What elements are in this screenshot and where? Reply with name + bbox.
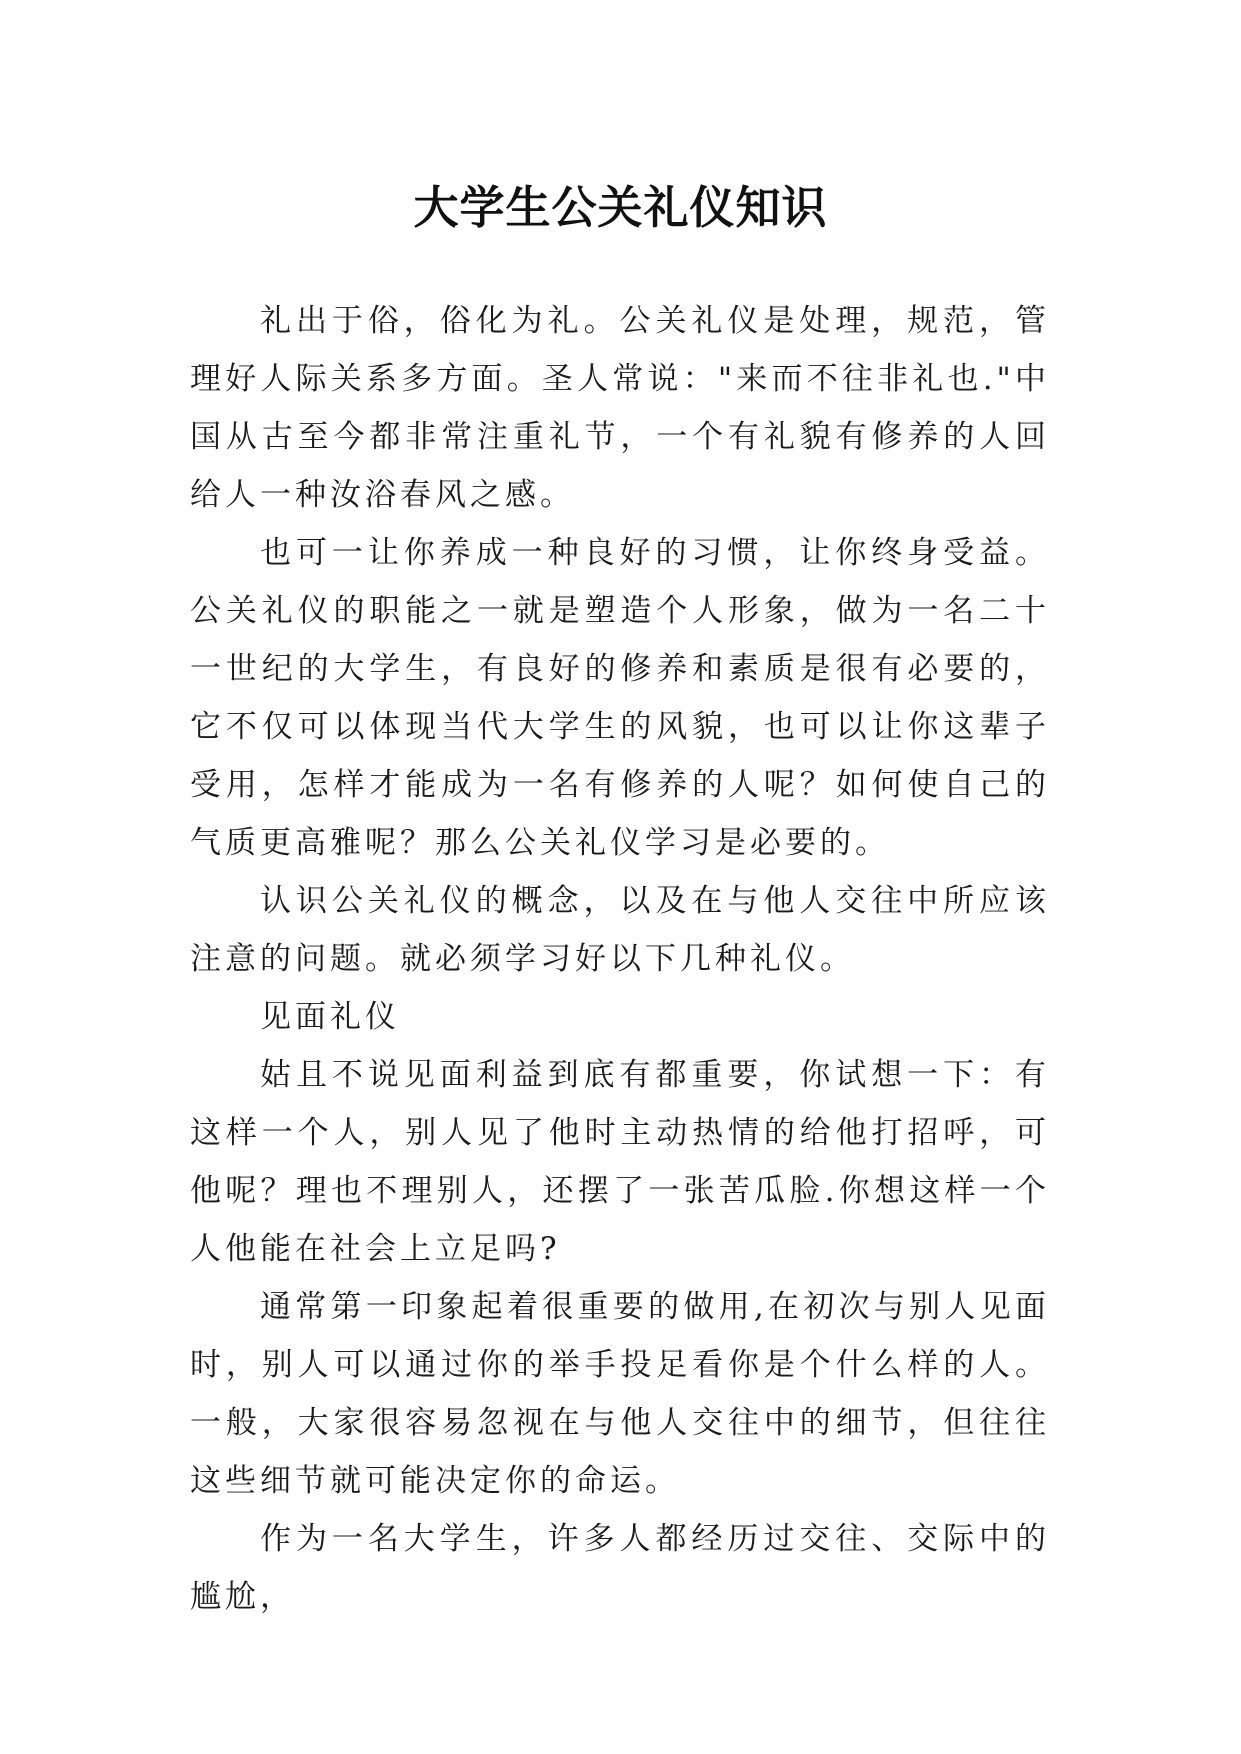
document-title: 大学生公关礼仪知识 xyxy=(413,181,828,235)
paragraph-first-impression: 通常第一印象起着很重要的做用,在初次与别人见面时，别人可以通过你的举手投足看你是个什么样的人。一般，大家很容易忽视在与他人交往中的细节，但往往这些细节就可能决定你的命运。 xyxy=(190,1289,1050,1499)
paragraph-student-experience: 作为一名大学生，许多人都经历过交往、交际中的尴尬， xyxy=(190,1521,1050,1615)
paragraph-habit: 也可一让你养成一种良好的习惯，让你终身受益。公关礼仪的职能之一就是塑造个人形象，做为一名二十一世纪的大学生，有良好的修养和素质是很有必要的，它不仅可以体现当代大学生的风貌，也可以让你这辈子受用，怎样才能成为一名有修养的人呢？如何使自己的气质更高雅呢？那么公关礼仪学习是必要的。 xyxy=(190,535,1050,861)
paragraph-meeting-example: 姑且不说见面利益到底有都重要，你试想一下：有这样一个人，别人见了他时主动热情的给他打招呼，可他呢？理也不理别人，还摆了一张苦瓜脸.你想这样一个人他能在社会上立足吗? xyxy=(190,1057,1050,1267)
document-body xyxy=(190,292,1050,1626)
paragraph-concept: 认识公关礼仪的概念，以及在与他人交往中所应该注意的问题。就必须学习好以下几种礼仪。 xyxy=(190,883,1050,977)
section-heading-meeting-etiquette: 见面礼仪 xyxy=(260,999,400,1035)
paragraph-intro: 礼出于俗，俗化为礼。公关礼仪是处理，规范，管理好人际关系多方面。圣人常说："来而不往非礼也."中国从古至今都非常注重礼节，一个有礼貌有修养的人回给人一种汝浴春风之感。 xyxy=(190,303,1050,513)
